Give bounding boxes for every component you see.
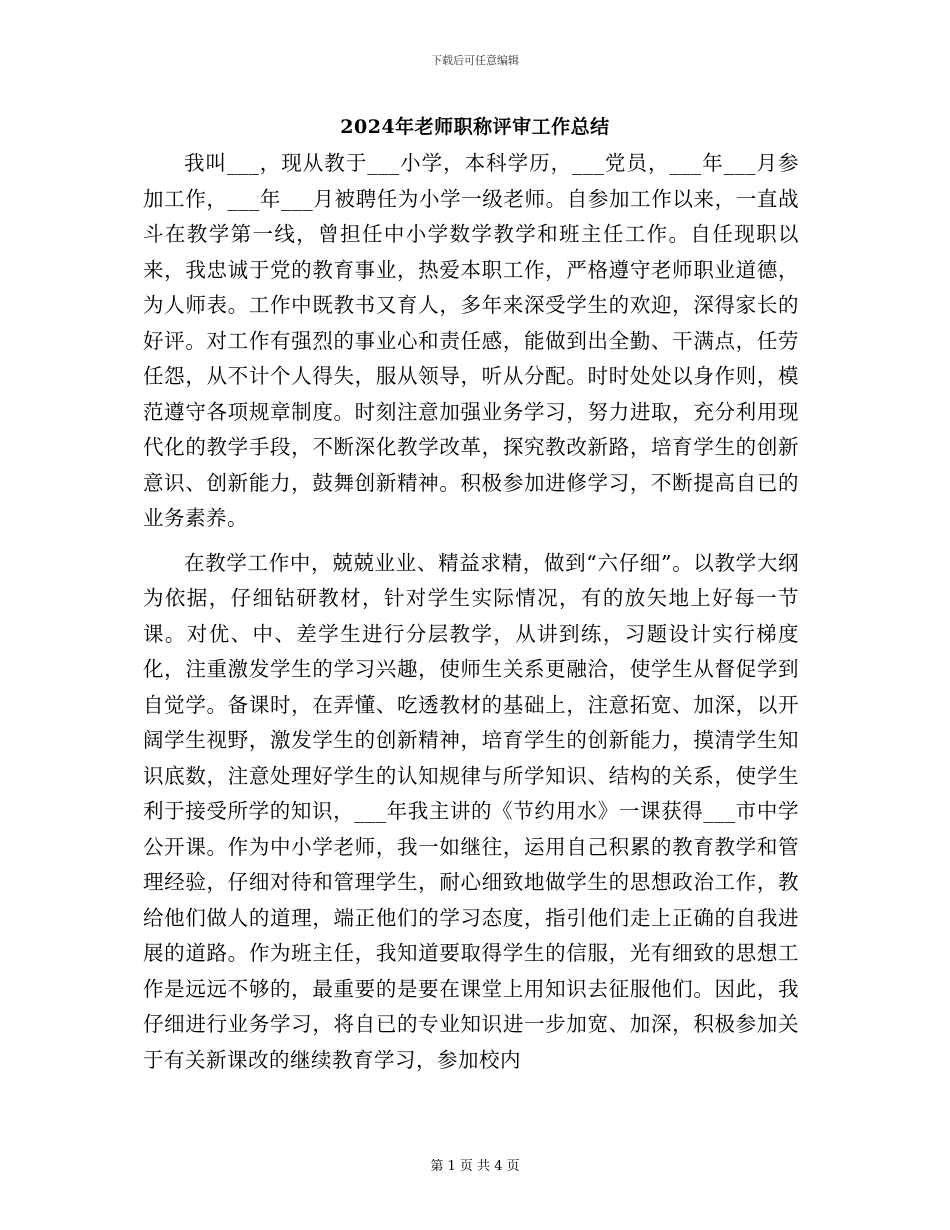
body-paragraph: 我叫___，现从教于___小学，本科学历，___党员，___年___月参加工作，___年___月被聘任为小学一级老师。自参加工作以来，一直战斗在教学第一线，曾担任中小学数学教学和班主任工作。自任现职以来，我忠诚于党的教育事业，热爱本职工作，严格遵守老师职业道德，为人师表。工作中既教书又育人，多年来深受学生的欢迎，深得家长的好评。对工作有强烈的事业心和责任感，能做到出全勤、干满点，任劳任怨，从不计个人得失，服从领导，听从分配。时时处处以身作则，模范遵守各项规章制度。时刻注意加强业务学习，努力进取，充分利用现代化的教学手段，不断深化教学改革，探究教改新路，培育学生的创新意识、创新能力，鼓舞创新精神。积极参加进修学习，不断提高自已的业务素养。 (143, 151, 799, 530)
page-number-footer: 第 1 页 共 4 页 (430, 1159, 520, 1174)
body-paragraph: 在教学工作中，兢兢业业、精益求精，做到“六仔细”。以教学大纲为依据，仔细钻研教材，针对学生实际情况，有的放矢地上好每一节课。对优、中、差学生进行分层教学，从讲到练，习题设计实行梯度化，注重激发学生的学习兴趣，使师生关系更融洽，使学生从督促学到自觉学。备课时，在弄懂、吃透教材的基础上，注意拓宽、加深，以开阔学生视野，激发学生的创新精神，培育学生的创新能力，摸清学生知识底数，注意处理好学生的认知规律与所学知识、结构的关系，使学生利于接受所学的知识，___年我主讲的《节约用水》一课获得___市中学公开课。作为中小学老师，我一如继往，运用自己积累的教育教学和管理经验，仔细对待和管理学生，耐心细致地做学生的思想政治工作，教给他们做人的道理，端正他们的学习态度，指引他们走上正确的自我进展的道路。作为班主任，我知道要取得学生的信服，光有细致的思想工作是远远不够的，最重要的是要在课堂上用知识去征服他们。因此，我仔细进行业务学习，将自已的专业知识进一步加宽、加深，积极参加关于有关新课改的继续教育学习，参加校内 (143, 550, 799, 1072)
page-header-note: 下载后可任意编辑 (431, 54, 519, 67)
document-title: 2024年老师职称评审工作总结 (340, 116, 610, 138)
document-body (143, 146, 799, 1078)
